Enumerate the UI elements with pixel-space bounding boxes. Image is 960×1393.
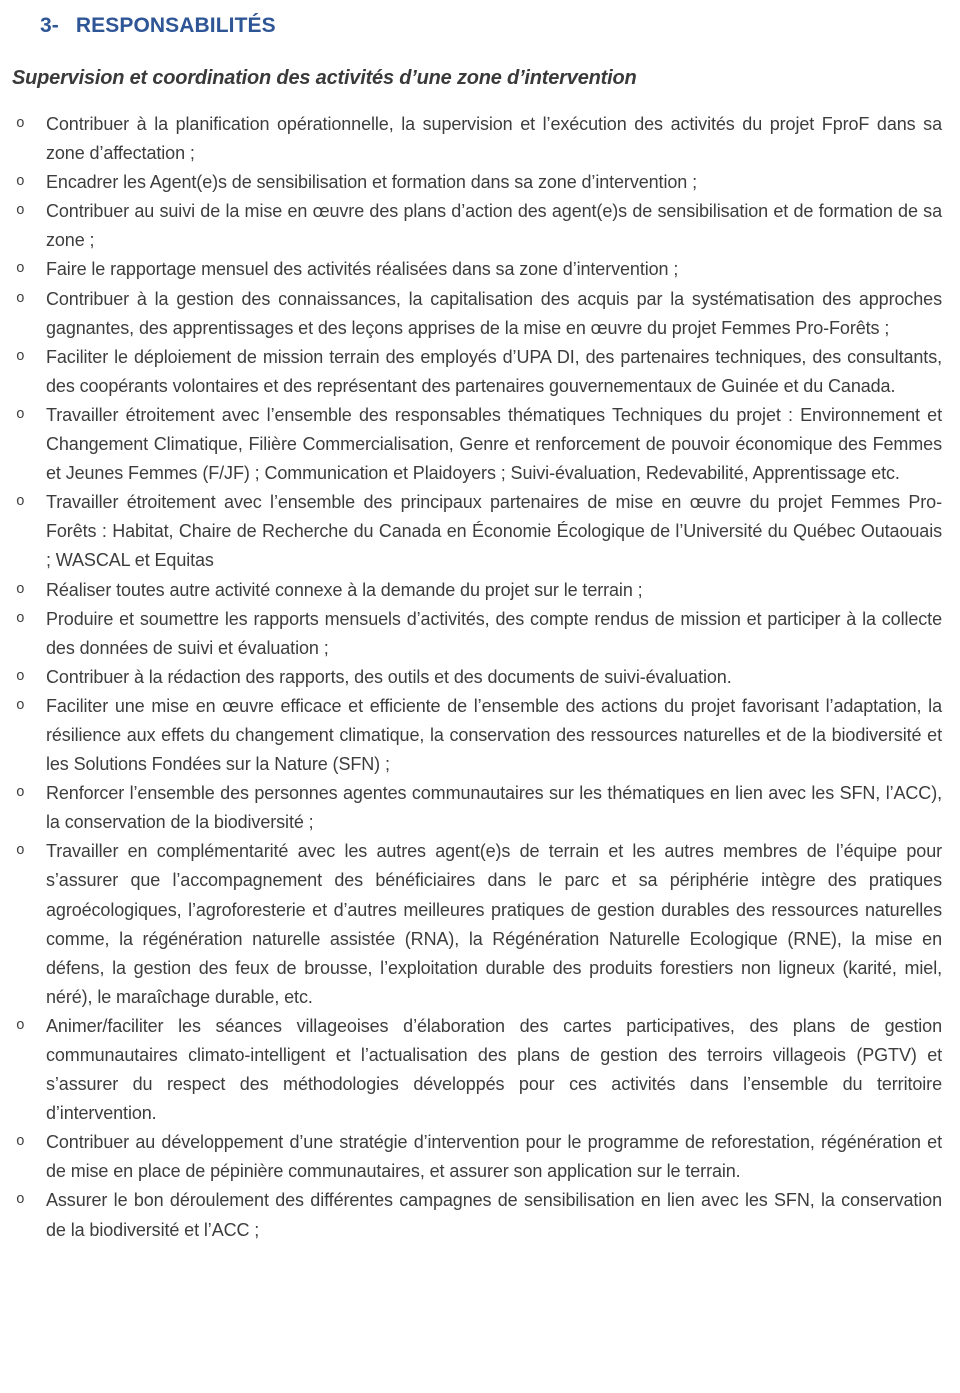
- list-item: [0, 576, 942, 605]
- list-item: [0, 663, 942, 692]
- bullet-marker: o: [16, 290, 25, 307]
- list-item-text: Contribuer à la rédaction des rapports, des outils et des documents de suivi-évaluation.: [46, 666, 732, 687]
- list-item-text: Contribuer au suivi de la mise en œuvre des plans d’action des agent(e)s de sensibilisation et de formation de sa zone ;: [46, 201, 942, 251]
- list-item-text: Travailler étroitement avec l’ensemble des responsables thématiques Techniques du projet : Environnement et Changement Climatique, Filière Commercialisation, Genre et renforcement de pouvoir économique des Femmes et Jeunes Femmes (F/JF) ; Communication et Plaidoyers ; Suivi-évaluation, Redevabilité, Apprentissage etc.: [46, 404, 942, 484]
- list-item: [0, 285, 942, 343]
- list-item: [0, 255, 942, 284]
- bullet-marker: o: [16, 261, 25, 278]
- bullet-marker: o: [16, 785, 25, 802]
- list-item-text: Faciliter une mise en œuvre efficace et efficiente de l’ensemble des actions du projet favorisant l’adaptation, la résilience aux effets du changement climatique, la conservation des ressources naturelles et de la biodiversité et les Solutions Fondées sur la Nature (SFN) ;: [46, 695, 942, 775]
- bullet-marker: o: [16, 610, 25, 627]
- list-item: [0, 197, 942, 255]
- bullet-marker: o: [16, 116, 25, 132]
- section-title: RESPONSABILITÉS: [75, 14, 276, 37]
- list-item-text: Produire et soumettre les rapports mensuels d’activités, des compte rendus de mission et participer à la collecte des données de suivi et évaluation ;: [46, 608, 942, 658]
- bullet-marker: o: [16, 406, 25, 423]
- list-item: [0, 837, 942, 1012]
- list-item: [0, 168, 942, 197]
- list-item: [0, 343, 942, 401]
- subsection-title: Supervision et coordination des activités d’une zone d’intervention: [12, 67, 637, 89]
- list-item: [0, 1012, 942, 1128]
- list-item: [0, 779, 942, 837]
- list-item: [0, 1128, 942, 1186]
- list-item-text: Animer/faciliter les séances villageoises d’élaboration des cartes participatives, des plans de gestion communautaires climato-intelligent et l’actualisation des plans de gestion des terroirs villageois (PGTV) et s’assurer du respect des méthodologies développés pour ces activités dans l’ensemble du territoire d’intervention.: [46, 1015, 942, 1124]
- list-item-text: Assurer le bon déroulement des différentes campagnes de sensibilisation en lien avec les SFN, la conservation de la biodiversité et l’ACC ;: [46, 1190, 942, 1240]
- list-item-text: Renforcer l’ensemble des personnes agentes communautaires sur les thématiques en lien avec les SFN, l’ACC), la conservation de la biodiversité ;: [46, 783, 942, 833]
- bullet-marker: o: [16, 1192, 25, 1209]
- bullet-marker: o: [16, 843, 25, 860]
- bullet-marker: o: [16, 494, 25, 511]
- section-heading: [40, 14, 960, 38]
- list-item: [0, 488, 942, 575]
- bullet-marker: o: [16, 348, 25, 365]
- bullet-marker: o: [16, 697, 25, 714]
- list-item-text: Faire le rapportage mensuel des activités réalisées dans sa zone d’intervention ;: [46, 259, 679, 280]
- bullet-marker: o: [16, 581, 25, 598]
- list-item: [0, 605, 942, 663]
- bullet-marker: o: [16, 174, 25, 191]
- bullet-marker: o: [16, 668, 25, 685]
- list-item-text: Contribuer au développement d’une stratégie d’intervention pour le programme de reforestation, régénération et de mise en place de pépinière communautaires, et assurer son application sur le terrain.: [46, 1132, 942, 1182]
- list-item-text: Contribuer à la gestion des connaissances, la capitalisation des acquis par la systématisation des approches gagnantes, des apprentissages et des leçons apprises de la mise en œuvre du projet Femmes Pro-Forêts ;: [46, 288, 942, 338]
- list-item-text: Travailler étroitement avec l’ensemble des principaux partenaires de mise en œuvre du projet Femmes Pro-Forêts : Habitat, Chaire de Recherche du Canada en Économie Écologique de l’Université du Québec Outaouais ; WASCAL et Equitas: [46, 492, 942, 571]
- list-item-text: Réaliser toutes autre activité connexe à la demande du projet sur le terrain ;: [46, 579, 643, 600]
- list-item-text: Travailler en complémentarité avec les autres agent(e)s de terrain et les autres membres de l’équipe pour s’assurer que l’accompagnement des bénéficiaires dans le parc et sa périphérie intègre des pratiques agroécologiques, l’agroforesterie et d’autres meilleures pratiques de gestion durables des ressources naturelles comme, la régénération naturelle assistée (RNA), la Régénération Naturelle Ecologique (RNE), la mise en défens, la gestion des feux de brousse, l’exploitation durable des produits forestiers non ligneux (karité, miel, néré), le maraîchage durable, etc.: [46, 841, 942, 1007]
- section-number: 3-: [40, 14, 59, 37]
- responsibilities-list: [0, 110, 942, 1245]
- list-item-text: Encadrer les Agent(e)s de sensibilisation et formation dans sa zone d’intervention ;: [46, 172, 697, 193]
- bullet-marker: o: [16, 1017, 25, 1034]
- list-item-text: Contribuer à la planification opérationnelle, la supervision et l’exécution des activités du projet FproF dans sa zone d’affectation ;: [46, 114, 942, 164]
- list-item-text: Faciliter le déploiement de mission terrain des employés d’UPA DI, des partenaires techniques, des consultants, des coopérants volontaires et des représentant des partenaires gouvernementaux de Guinée et du Canada.: [46, 346, 942, 396]
- list-item: [0, 692, 942, 779]
- bullet-marker: o: [16, 203, 25, 220]
- list-item: [0, 401, 942, 488]
- bullet-marker: o: [16, 1134, 25, 1151]
- list-item: [0, 1186, 942, 1244]
- list-item: [0, 110, 942, 168]
